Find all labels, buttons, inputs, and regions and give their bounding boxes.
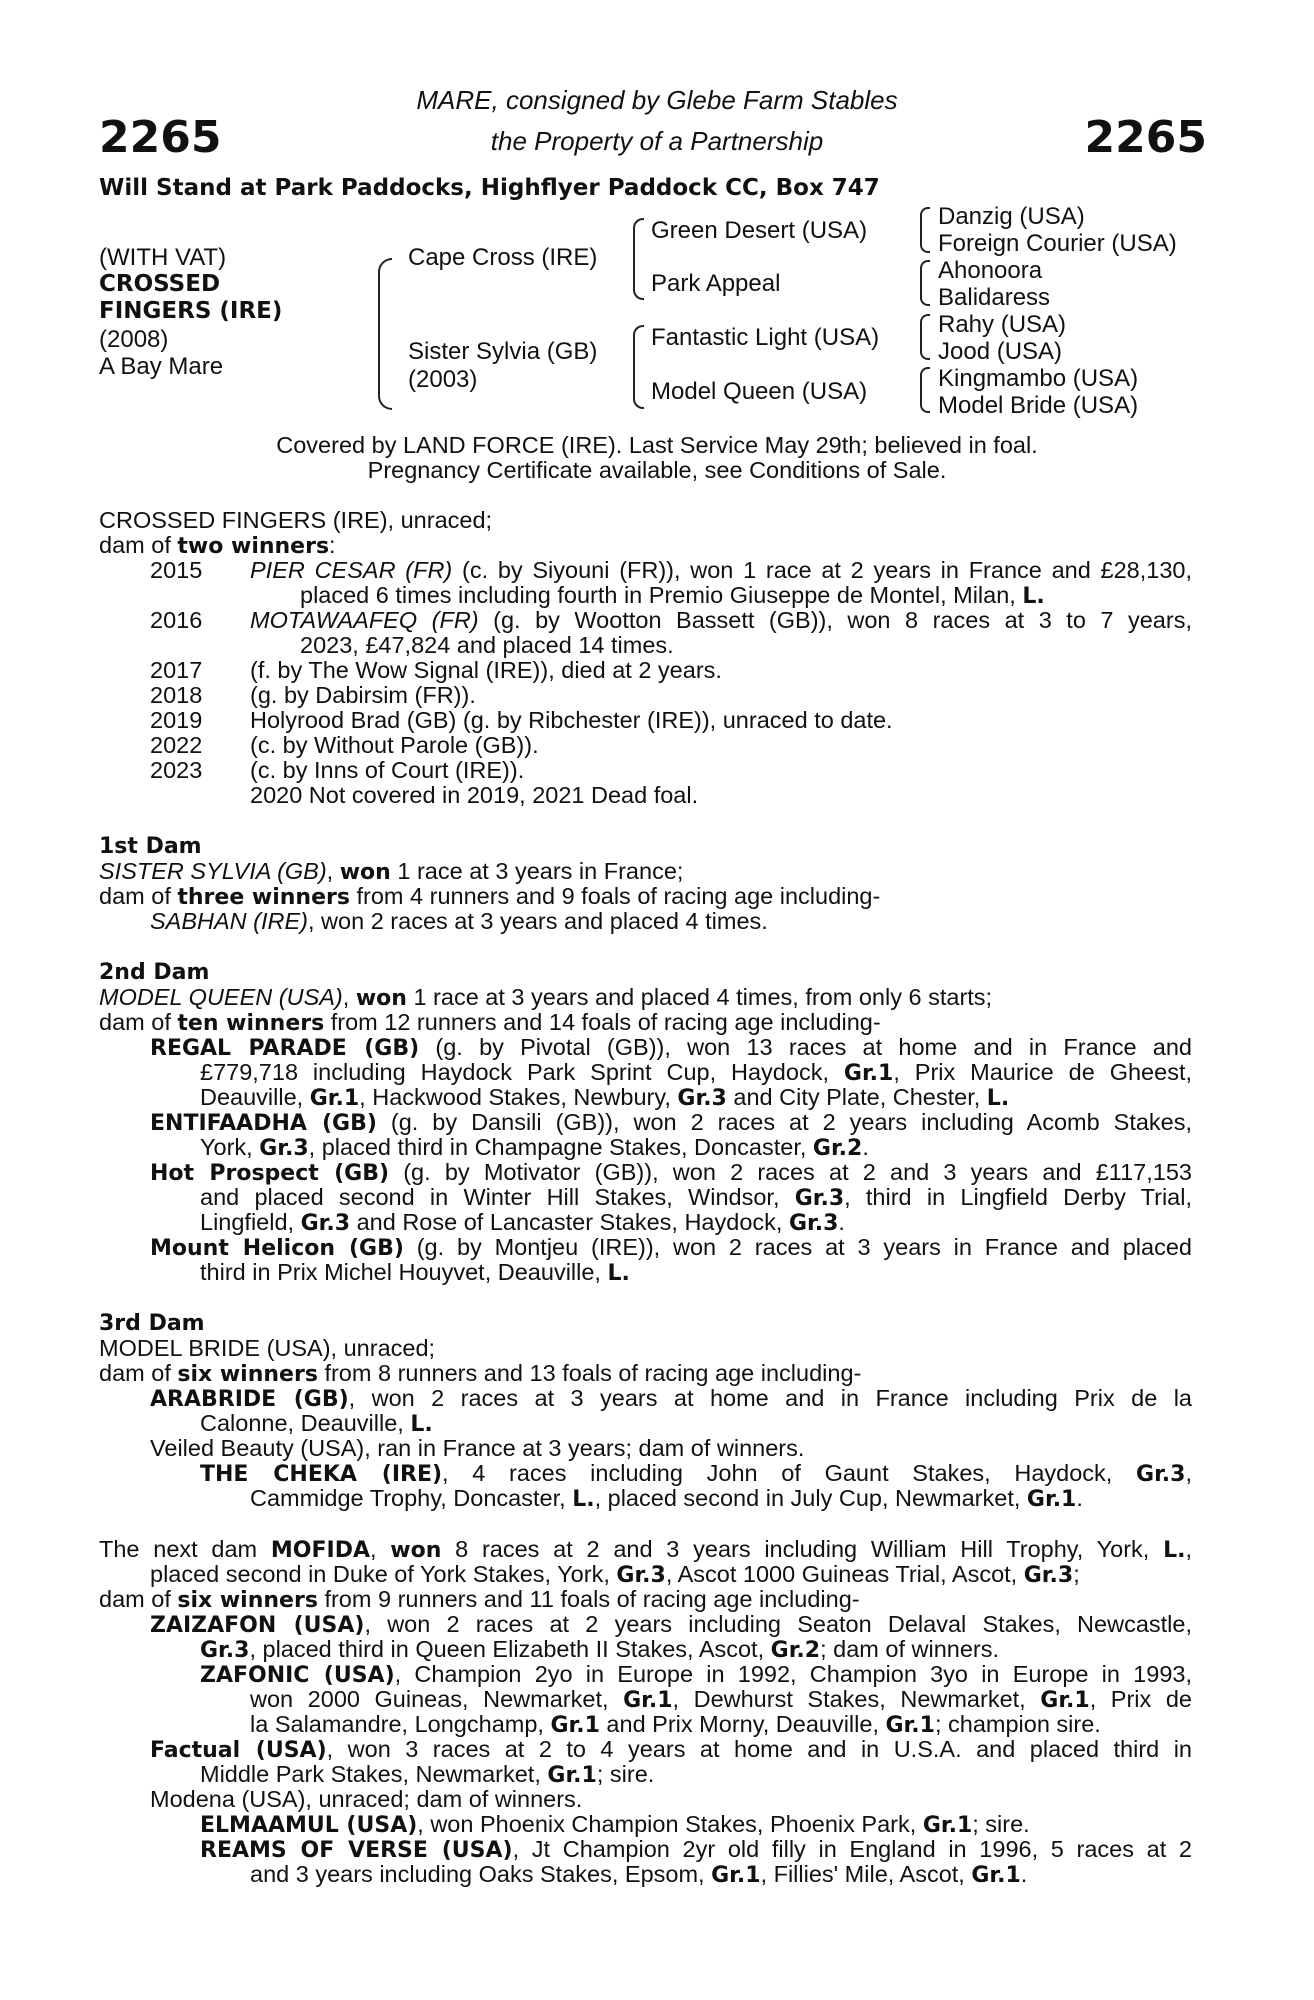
second-dam-heading: 2nd Dam [99, 960, 210, 985]
factual-line1: Factual (USA), won 3 races at 2 to 4 years at home and in U.S.A. and placed third in [150, 1736, 1192, 1763]
entifaadha-line2: York, Gr.3, placed third in Champagne Stakes, Doncaster, Gr.2. [200, 1134, 869, 1161]
produce-year: 2022 [150, 732, 203, 758]
pedigree-brace-g3 [920, 314, 930, 360]
ancestor-g6: Jood (USA) [938, 338, 1063, 365]
regal-parade-line3: Deauville, Gr.1, Hackwood Stakes, Newbury, Gr.3 and City Plate, Chester, L. [200, 1084, 1010, 1111]
produce-year: 2015 [150, 557, 203, 583]
produce-entry: (c. by Without Parole (GB)). [250, 732, 539, 758]
cover-line2: Pregnancy Certificate available, see Conditions of Sale. [367, 457, 947, 483]
third-dam-line2: dam of six winners from 8 runners and 13 foals of racing age including- [99, 1360, 862, 1387]
horse-year: (2008) [99, 326, 169, 353]
entifaadha-line1: ENTIFAADHA (GB) (g. by Dansili (GB)), won 2 races at 2 years including Acomb Stakes, [150, 1109, 1193, 1136]
horse-name-line1: CROSSED [99, 271, 221, 297]
zafonic-line1: ZAFONIC (USA), Champion 2yo in Europe in 1992, Champion 3yo in Europe in 1993, [200, 1661, 1192, 1688]
elmaamul-line: ELMAAMUL (USA), won Phoenix Champion Stakes, Phoenix Park, Gr.1; sire. [200, 1811, 1030, 1838]
produce-note: 2020 Not covered in 2019, 2021 Dead foal. [250, 782, 699, 808]
next-dam-line3: dam of six winners from 9 runners and 11 foals of racing age including- [99, 1586, 860, 1613]
produce-entry-cont: placed 6 times including fourth in Premio Giuseppe de Montel, Milan, L. [300, 582, 1045, 609]
dam-name: Sister Sylvia (GB) [408, 338, 598, 365]
sire-name: Cape Cross (IRE) [408, 244, 598, 271]
produce-intro: CROSSED FINGERS (IRE), unraced; [99, 507, 493, 533]
modena-line: Modena (USA), unraced; dam of winners. [150, 1786, 583, 1812]
arabride-line1: ARABRIDE (GB), won 2 races at 3 years at home and in France including Prix de la [150, 1385, 1192, 1412]
third-dam-line1: MODEL BRIDE (USA), unraced; [99, 1335, 436, 1361]
lot-number-left: 2265 [99, 112, 222, 163]
ancestor-g7: Kingmambo (USA) [938, 365, 1139, 392]
the-cheka-line1: THE CHEKA (IRE), 4 races including John of Gaunt Stakes, Haydock, Gr.3, [200, 1460, 1192, 1487]
lot-number-right: 2265 [1084, 112, 1207, 163]
regal-parade-line1: REGAL PARADE (GB) (g. by Pivotal (GB)), won 13 races at home and in France and [150, 1034, 1193, 1061]
ancestor-g1: Danzig (USA) [938, 203, 1085, 230]
reams-of-verse-line2: and 3 years including Oaks Stakes, Epsom, Gr.1, Fillies' Mile, Ascot, Gr.1. [250, 1861, 1028, 1888]
zaizafon-line2: Gr.3, placed third in Queen Elizabeth II Stakes, Ascot, Gr.2; dam of winners. [200, 1636, 1000, 1663]
reams-of-verse-line1: REAMS OF VERSE (USA), Jt Champion 2yr old filly in England in 1996, 5 races at 2 [200, 1836, 1192, 1863]
ancestor-g8: Model Bride (USA) [938, 392, 1139, 419]
pedigree-brace-g1 [920, 207, 930, 253]
produce-entry: PIER CESAR (FR) (c. by Siyouni (FR)), won 1 race at 2 years in France and £28,130, [250, 557, 1192, 583]
sire-sire-name: Green Desert (USA) [651, 217, 868, 244]
first-dam-heading: 1st Dam [99, 834, 202, 859]
arabride-line2: Calonne, Deauville, L. [200, 1410, 433, 1437]
ancestor-g4: Balidaress [938, 284, 1051, 311]
produce-year: 2019 [150, 707, 203, 733]
produce-entry: (c. by Inns of Court (IRE)). [250, 757, 525, 783]
factual-line2: Middle Park Stakes, Newmarket, Gr.1; sire. [200, 1761, 655, 1788]
horse-name-line2: FINGERS (IRE) [99, 298, 283, 324]
first-dam-line1: SISTER SYLVIA (GB), won 1 race at 3 years in France; [99, 858, 684, 885]
third-dam-heading: 3rd Dam [99, 1311, 205, 1336]
pedigree-brace-g2 [920, 260, 930, 306]
produce-winners-line: dam of two winners: [99, 532, 336, 559]
mount-helicon-line2: third in Prix Michel Houyvet, Deauville, L. [200, 1259, 630, 1286]
second-dam-line1: MODEL QUEEN (USA), won 1 race at 3 years and placed 4 times, from only 6 starts; [99, 984, 993, 1011]
produce-entry: (g. by Dabirsim (FR)). [250, 682, 476, 708]
dam-sire-name: Fantastic Light (USA) [651, 324, 880, 351]
veiled-beauty-line: Veiled Beauty (USA), ran in France at 3 years; dam of winners. [150, 1435, 805, 1461]
consignor-line: MARE, consigned by Glebe Farm Stables [416, 85, 898, 115]
next-dam-line2: placed second in Duke of York Stakes, York, Gr.3, Ascot 1000 Guineas Trial, Ascot, Gr.3; [150, 1561, 1080, 1588]
the-cheka-line2: Cammidge Trophy, Doncaster, L., placed second in July Cup, Newmarket, Gr.1. [250, 1485, 1083, 1512]
cover-line1: Covered by LAND FORCE (IRE). Last Service May 29th; believed in foal. [276, 432, 1038, 458]
ancestor-g2: Foreign Courier (USA) [938, 230, 1177, 257]
zaizafon-line1: ZAIZAFON (USA), won 2 races at 2 years including Seaton Delaval Stakes, Newcastle, [150, 1611, 1192, 1638]
produce-entry-cont: 2023, £47,824 and placed 14 times. [300, 632, 674, 658]
first-dam-line3: SABHAN (IRE), won 2 races at 3 years and placed 4 times. [150, 908, 768, 934]
zafonic-line3: la Salamandre, Longchamp, Gr.1 and Prix Morny, Deauville, Gr.1; champion sire. [250, 1711, 1101, 1738]
produce-year: 2017 [150, 657, 203, 683]
mount-helicon-line1: Mount Helicon (GB) (g. by Montjeu (IRE)), won 2 races at 3 years in France and placed [150, 1234, 1192, 1261]
produce-year: 2016 [150, 607, 203, 633]
dam-year: (2003) [408, 366, 478, 393]
next-dam-line1: The next dam MOFIDA, won 8 races at 2 and 3 years including William Hill Trophy, York, L., [99, 1536, 1193, 1563]
pedigree-brace-dam [633, 325, 644, 409]
dam-dam-name: Model Queen (USA) [651, 378, 868, 405]
regal-parade-line2: £779,718 including Haydock Park Sprint Cup, Haydock, Gr.1, Prix Maurice de Gheest, [200, 1059, 1193, 1086]
ancestor-g3: Ahonoora [938, 257, 1043, 284]
vat-label: (WITH VAT) [99, 244, 227, 271]
sire-dam-name: Park Appeal [651, 270, 781, 297]
stand-line: Will Stand at Park Paddocks, Highflyer Paddock CC, Box 747 [99, 175, 880, 201]
pedigree-brace-g4 [920, 367, 930, 413]
hot-prospect-line2: and placed second in Winter Hill Stakes, Windsor, Gr.3, third in Lingfield Derby Trial, [200, 1184, 1192, 1211]
first-dam-line2: dam of three winners from 4 runners and 9 foals of racing age including- [99, 883, 881, 910]
zafonic-line2: won 2000 Guineas, Newmarket, Gr.1, Dewhurst Stakes, Newmarket, Gr.1, Prix de [250, 1686, 1192, 1713]
hot-prospect-line3: Lingfield, Gr.3 and Rose of Lancaster Stakes, Haydock, Gr.3. [200, 1209, 845, 1236]
ancestor-g5: Rahy (USA) [938, 311, 1067, 338]
produce-year: 2023 [150, 757, 203, 783]
property-line: the Property of a Partnership [490, 126, 824, 156]
pedigree-brace-sire [633, 218, 644, 300]
hot-prospect-line1: Hot Prospect (GB) (g. by Motivator (GB)), won 2 races at 2 and 3 years and £117,153 [150, 1159, 1192, 1186]
second-dam-line2: dam of ten winners from 12 runners and 14 foals of racing age including- [99, 1009, 881, 1036]
horse-description: A Bay Mare [99, 353, 224, 380]
produce-entry: Holyrood Brad (GB) (g. by Ribchester (IRE)), unraced to date. [250, 707, 893, 733]
produce-year: 2018 [150, 682, 203, 708]
produce-entry: MOTAWAAFEQ (FR) (g. by Wootton Bassett (GB)), won 8 races at 3 to 7 years, [250, 607, 1192, 633]
pedigree-brace-main [378, 258, 392, 410]
produce-entry: (f. by The Wow Signal (IRE)), died at 2 years. [250, 657, 722, 683]
